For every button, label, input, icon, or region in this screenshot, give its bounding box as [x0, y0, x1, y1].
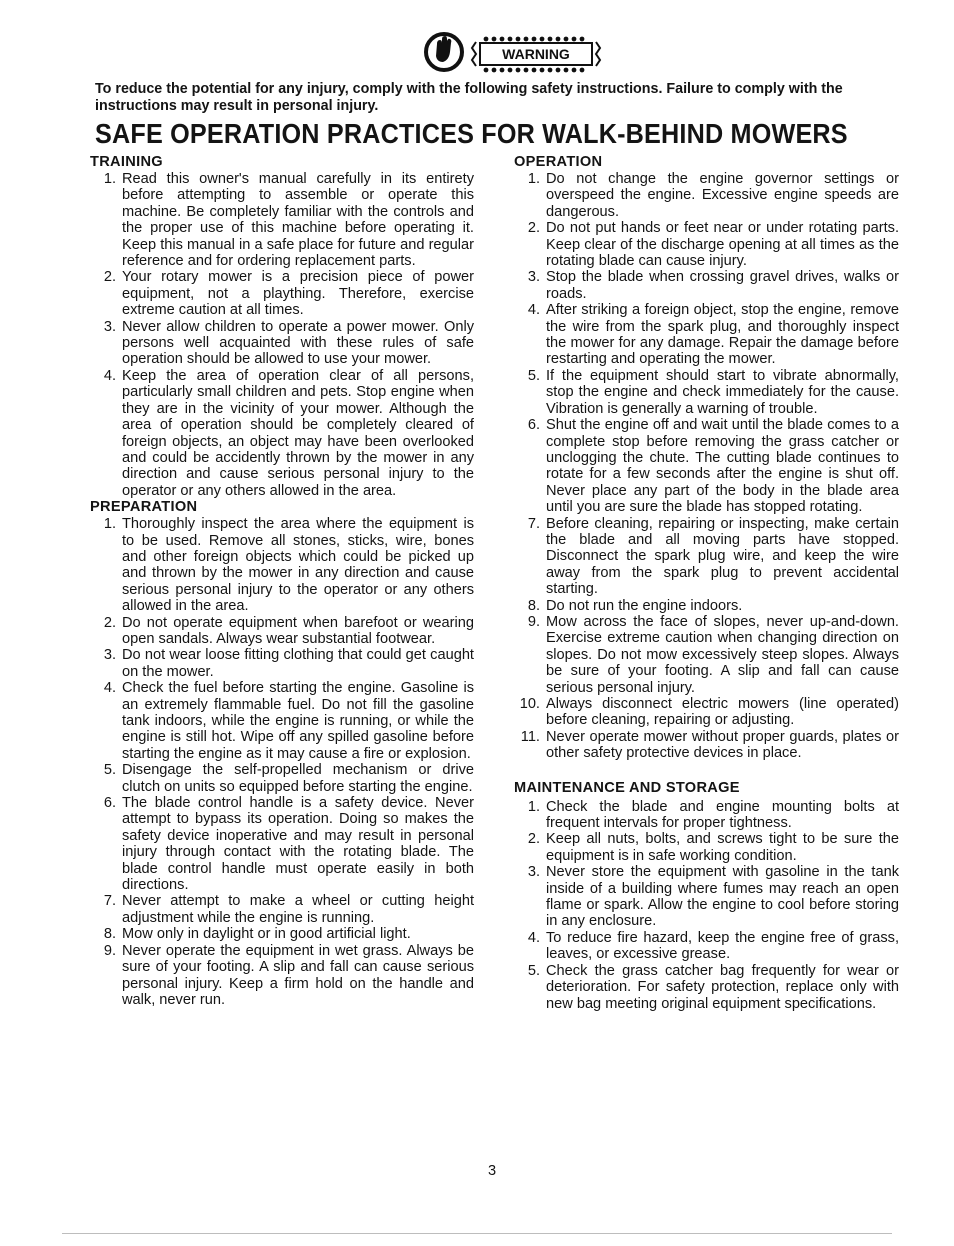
item-text: Never allow children to operate a power mower. Only persons well acquainted with these rules of safe operation should be allowed to use your mower. — [122, 318, 474, 368]
left-column — [90, 154, 474, 1008]
item-number: 3. — [527, 269, 540, 286]
warning-logo — [424, 30, 604, 76]
item-number: 4. — [103, 367, 116, 384]
item-number: 4. — [527, 302, 540, 319]
list-item — [514, 171, 899, 220]
list-item — [514, 729, 899, 762]
item-number: 7. — [527, 515, 540, 532]
item-text: Do not wear loose fitting clothing that could get caught on the mower. — [122, 647, 474, 680]
maintenance-heading: MAINTENANCE AND STORAGE — [514, 779, 740, 796]
intro-warning-text: To reduce the potential for any injury, comply with the following safety instructions. Failure to comply with the instructions may result in personal injury. — [95, 81, 843, 114]
list-item — [514, 368, 899, 417]
item-number: 1. — [527, 171, 540, 187]
list-item — [514, 864, 899, 930]
item-text: Do not change the engine governor settings or overspeed the engine. Excessive engine speeds are dangerous. — [546, 171, 899, 220]
list-item — [514, 930, 899, 963]
list-item — [514, 516, 899, 598]
page-number: 3 — [488, 1163, 497, 1179]
item-text: After striking a foreign object, stop the engine, remove the wire from the spark plug, and thoroughly inspect the mower for any damage. Repair the damage before restarting and operating the mower. — [546, 302, 899, 368]
item-text: Before cleaning, repairing or inspecting, make certain the blade and all moving parts have stopped. Disconnect the spark plug wire, and keep the wire away from the spark plug to prevent accidental starting. — [546, 515, 899, 598]
item-text: Always disconnect electric mowers (line operated) before cleaning, repairing or adjusting. — [546, 696, 899, 729]
list-item — [514, 963, 899, 1012]
item-number: 4. — [103, 680, 116, 697]
item-text: Stop the blade when crossing gravel drives, walks or roads. — [546, 269, 899, 302]
item-text: Never operate the equipment in wet grass. Always be sure of your footing. A slip and fall can cause serious personal injury. Keep a firm hold on the handle and walk, never run. — [122, 942, 474, 1008]
item-number: 3. — [527, 864, 540, 881]
list-item — [514, 696, 899, 729]
list-item — [90, 269, 474, 318]
item-text: Do not put hands or feet near or under rotating parts. Keep clear of the discharge opening at all times as the rotating blade can cause injury. — [546, 220, 899, 270]
item-number: 9. — [103, 942, 116, 959]
item-number: 1. — [103, 171, 116, 187]
list-item — [514, 220, 899, 269]
item-number: 2. — [527, 831, 540, 848]
item-number: 4. — [527, 929, 540, 946]
item-number: 5. — [103, 762, 116, 779]
item-text: To reduce fire hazard, keep the engine free of grass, leaves, or excessive grease. — [546, 929, 899, 963]
item-text: Your rotary mower is a precision piece of power equipment, not a plaything. Therefore, exercise extreme caution at all times. — [122, 269, 474, 319]
list-item — [514, 831, 899, 864]
item-text: Check the blade and engine mounting bolts at frequent intervals for proper tightness. — [546, 798, 899, 832]
list-item — [514, 269, 899, 302]
operation-list — [514, 171, 899, 762]
list-item — [90, 680, 474, 762]
item-text: The blade control handle is a safety device. Never attempt to bypass its operation. Doing so makes the safety device inoperative and may result in personal injury through contact with the rotating blade. The blade control handle must operate easily in both directions. — [122, 795, 474, 894]
list-item — [90, 368, 474, 499]
item-number: 6. — [527, 417, 540, 434]
page-title: SAFE OPERATION PRACTICES FOR WALK-BEHIND MOWERS — [95, 118, 848, 149]
item-text: Disengage the self-propelled mechanism or drive clutch on units so equipped before starting the engine. — [122, 762, 474, 795]
item-text: Read this owner's manual carefully in its entirety before attempting to assemble or operate this machine. Be completely familiar with the controls and the proper use of this machine before operating it. Keep this manual in a safe place for future and regular reference and for ordering replacement parts. — [122, 171, 474, 270]
list-item — [90, 893, 474, 926]
list-item — [90, 615, 474, 648]
list-item — [514, 614, 899, 696]
training-heading: TRAINING — [90, 154, 163, 170]
list-item — [90, 795, 474, 893]
item-text: Check the fuel before starting the engine. Gasoline is an extremely flammable fuel. Do not fill the gasoline tank indoors, while the engine is running, or while the engine is still hot. Wipe off any spilled gasoline before starting the engine as it may cause a fire or explosion. — [122, 680, 474, 762]
item-number: 9. — [527, 613, 540, 630]
list-item — [514, 417, 899, 515]
training-list — [90, 171, 474, 499]
list-item — [90, 926, 474, 942]
item-text: Shut the engine off and wait until the blade comes to a complete stop before removing the grass catcher or unclogging the chute. The cutting blade continues to rotate for a few seconds after the engine is shut off. Never place any part of the body in the blade area until you are sure the blade has stopped rotating. — [546, 417, 899, 516]
item-text: Mow across the face of slopes, never up-and-down. Exercise extreme caution when changing direction on slopes. Do not mow excessively steep slopes. Always be sure of your footing. A slip and fall can cause serious personal injury. — [546, 613, 899, 696]
item-text: Mow only in daylight or in good artificial light. — [122, 926, 411, 943]
item-number: 10. — [519, 696, 540, 712]
list-item — [90, 171, 474, 269]
list-item — [514, 302, 899, 368]
item-text: Check the grass catcher bag frequently for wear or deterioration. For safety protection, replace only with new bag meeting original equipment specifications. — [546, 962, 899, 1012]
list-item — [514, 598, 899, 614]
right-column — [514, 154, 899, 1012]
item-number: 2. — [103, 614, 116, 631]
item-number: 1. — [103, 516, 116, 533]
item-text: If the equipment should start to vibrate abnormally, stop the engine and check immediately for the cause. Vibration is generally a warning of trouble. — [546, 367, 899, 417]
item-number: 7. — [103, 893, 116, 910]
item-text: Thoroughly inspect the area where the equipment is to be used. Remove all stones, sticks, wire, bones and other foreign objects which could be picked up and thrown by the mower in any direction and cause serious personal injury to the operator or any others allowed in the area. — [122, 516, 474, 615]
list-item — [90, 762, 474, 795]
item-number: 8. — [103, 926, 116, 943]
item-text: Never attempt to make a wheel or cutting height adjustment while the engine is running. — [122, 893, 474, 926]
list-item — [90, 943, 474, 1009]
item-number: 2. — [527, 220, 540, 237]
bottom-divider — [62, 1233, 892, 1234]
item-text: Do not operate equipment when barefoot or wearing open sandals. Always wear substantial footwear. — [122, 614, 474, 647]
list-item — [90, 647, 474, 680]
item-text: Keep all nuts, bolts, and screws tight to be sure the equipment is in safe working condition. — [546, 831, 899, 864]
warning-label: WARNING — [502, 46, 570, 62]
preparation-heading: PREPARATION — [90, 499, 198, 516]
item-text: Never operate mower without proper guards, plates or other safety protective devices in place. — [546, 728, 899, 762]
item-number: 3. — [103, 318, 116, 335]
item-number: 2. — [103, 269, 116, 286]
operation-heading: OPERATION — [514, 154, 603, 170]
item-text: Never store the equipment with gasoline in the tank inside of a building where fumes may reach an open flame or spark. Allow the engine to cool before storing in any enclosure. — [546, 864, 899, 930]
item-text: Keep the area of operation clear of all persons, particularly small children and pets. Stop engine when they are in the vicinity of your mower. Although the area of operation should be completely cleared of foreign objects, an object may have been overlooked and could be accidently thrown by the mower in any direction and cause serious personal injury to the operator or any others allowed in the area. — [122, 367, 474, 499]
item-number: 1. — [527, 798, 540, 815]
item-number: 5. — [527, 962, 540, 979]
warning-hand-icon — [424, 30, 604, 76]
item-number: 3. — [103, 647, 116, 664]
item-number: 8. — [527, 597, 540, 614]
item-number: 6. — [103, 795, 116, 812]
list-item — [90, 319, 474, 368]
maintenance-list — [514, 799, 899, 1012]
preparation-list — [90, 516, 474, 1008]
list-item — [514, 799, 899, 832]
item-number: 5. — [527, 367, 540, 384]
item-number: 11. — [520, 728, 540, 745]
item-text: Do not run the engine indoors. — [546, 597, 743, 614]
list-item — [90, 516, 474, 614]
